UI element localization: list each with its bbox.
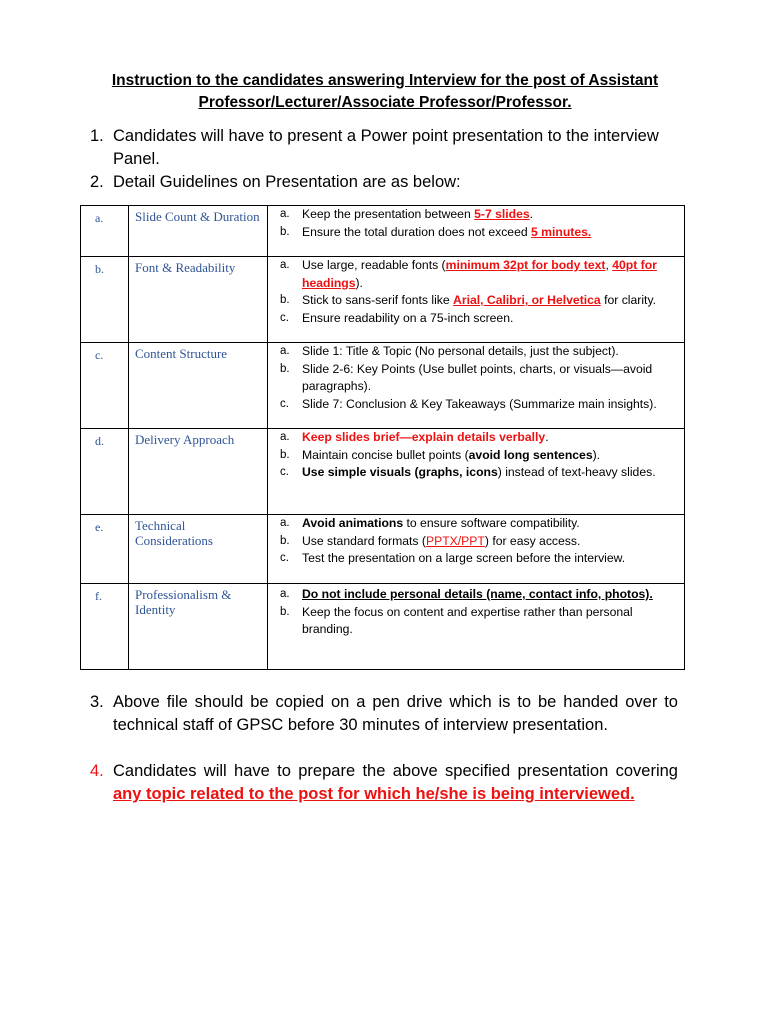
row-items	[268, 343, 685, 429]
row-topic: Technical Considerations	[129, 515, 268, 584]
sub-text: ) for easy access.	[484, 533, 581, 548]
sub-highlight: 40pt for headings	[302, 258, 657, 290]
instruction-item-4	[90, 760, 678, 806]
item-text-plain: Candidates will have to prepare the above specified presentation covering	[113, 762, 678, 780]
page-title	[80, 70, 690, 114]
sub-text: Test the presentation on a large screen before the interview.	[302, 551, 626, 565]
row-items	[268, 429, 685, 515]
list-item	[268, 429, 680, 447]
sub-text: Maintain concise bullet points (	[302, 447, 469, 462]
sub-text: Use standard formats (	[302, 533, 426, 548]
sub-marker: c.	[280, 397, 289, 410]
sub-text: .	[545, 430, 549, 444]
sub-marker: b.	[280, 362, 290, 375]
list-item	[268, 604, 680, 639]
table-row	[81, 515, 685, 584]
list-item	[268, 206, 680, 224]
table-row	[81, 343, 685, 429]
sub-text: ,	[605, 258, 613, 272]
list-item	[268, 343, 680, 361]
row-topic: Delivery Approach	[129, 429, 268, 515]
list-item	[268, 257, 680, 292]
item-text	[113, 760, 678, 806]
item-number: 4.	[90, 762, 104, 780]
sub-text: Slide 7: Conclusion & Key Takeaways (Summarize main insights).	[302, 396, 657, 411]
title-line-2: Professor/Lecturer/Associate Professor/Professor.	[198, 94, 572, 111]
sub-highlight: Arial, Calibri, or Helvetica	[453, 293, 601, 307]
sub-text: for clarity.	[600, 293, 657, 307]
sub-text: Keep the focus on content and expertise rather than personal branding.	[302, 604, 633, 636]
sub-highlight: 5 minutes.	[531, 224, 592, 239]
list-item	[268, 447, 680, 465]
row-letter: b.	[81, 257, 129, 343]
list-item	[268, 310, 680, 328]
list-item	[268, 533, 680, 551]
sub-text: Use large, readable fonts (	[302, 258, 446, 272]
sub-text: ) instead of text-heavy slides.	[497, 465, 656, 479]
table-row	[81, 584, 685, 670]
row-letter: c.	[81, 343, 129, 429]
guidelines-table	[80, 205, 685, 670]
row-items	[268, 515, 685, 584]
row-items	[268, 584, 685, 670]
sub-marker: a.	[280, 588, 290, 600]
sub-marker: b.	[280, 294, 290, 306]
sub-bold: Avoid animations	[302, 516, 404, 530]
title-line-1: Instruction to the candidates answering Interview for the post of Assistant	[111, 72, 659, 89]
sub-marker: b.	[280, 225, 290, 238]
row-topic: Font & Readability	[129, 257, 268, 343]
instruction-item-2	[90, 171, 678, 194]
list-item	[268, 361, 680, 396]
sub-marker: a.	[280, 208, 290, 220]
table-row	[81, 429, 685, 515]
sub-text: Ensure readability on a 75-inch screen.	[302, 310, 514, 325]
row-topic: Content Structure	[129, 343, 268, 429]
sub-text: Stick to sans-serif fonts like	[302, 293, 454, 307]
item-number: 3.	[90, 693, 104, 711]
row-topic: Slide Count & Duration	[129, 206, 268, 257]
row-letter: e.	[81, 515, 129, 584]
sub-bold: avoid long sentences	[468, 447, 593, 462]
sub-text: Keep the presentation between	[302, 207, 475, 221]
list-item	[268, 224, 680, 242]
row-items	[268, 257, 685, 343]
sub-text: to ensure software compatibility.	[403, 516, 580, 530]
sub-marker: c.	[280, 466, 289, 478]
row-items	[268, 206, 685, 257]
item-text: Detail Guidelines on Presentation are as below:	[113, 173, 461, 191]
sub-text: Slide 2-6: Key Points (Use bullet points, charts, or visuals—avoid paragraphs).	[302, 361, 653, 393]
item-text-highlight: any topic related to the post for which he/she is being interviewed.	[113, 785, 635, 803]
sub-text: ).	[355, 275, 363, 290]
sub-text: Ensure the total duration does not exceed	[302, 224, 532, 239]
sub-marker: b.	[280, 534, 290, 547]
sub-marker: b.	[280, 448, 290, 461]
sub-marker: c.	[280, 311, 289, 324]
sub-marker: a.	[280, 431, 290, 443]
sub-bold: Use simple visuals (graphs, icons	[302, 465, 498, 479]
sub-marker: a.	[280, 259, 290, 271]
list-item	[268, 586, 680, 604]
row-letter: a.	[81, 206, 129, 257]
row-letter: d.	[81, 429, 129, 515]
instruction-item-1	[90, 125, 678, 171]
list-item	[268, 550, 680, 568]
sub-marker: b.	[280, 605, 290, 618]
sub-highlight: PPTX/PPT	[425, 533, 485, 548]
list-item	[268, 292, 680, 310]
item-text: Above file should be copied on a pen drive which is to be handed over to technical staff of GPSC before 30 minutes of interview presentation.	[113, 693, 678, 734]
sub-text: Slide 1: Title & Topic (No personal details, just the subject).	[302, 344, 619, 358]
row-topic: Professionalism & Identity	[129, 584, 268, 670]
sub-highlight: minimum 32pt for body text	[445, 258, 606, 272]
item-number: 2.	[90, 173, 104, 191]
item-text: Candidates will have to present a Power point presentation to the interview Panel.	[113, 127, 659, 168]
list-item	[268, 396, 680, 414]
sub-marker: a.	[280, 345, 290, 357]
list-item	[268, 464, 680, 482]
sub-highlight: 5-7 slides	[474, 207, 530, 221]
sub-text: ).	[592, 447, 601, 462]
sub-highlight: Keep slides brief—explain details verbally	[302, 430, 546, 444]
table-row	[81, 257, 685, 343]
sub-bold: Do not include personal details (name, contact info, photos).	[302, 587, 653, 601]
item-number: 1.	[90, 127, 104, 145]
sub-text: .	[529, 207, 534, 221]
row-letter: f.	[81, 584, 129, 670]
sub-marker: a.	[280, 517, 290, 529]
table-row	[81, 206, 685, 257]
instruction-item-3	[90, 691, 678, 737]
list-item	[268, 515, 680, 533]
sub-marker: c.	[280, 552, 289, 564]
